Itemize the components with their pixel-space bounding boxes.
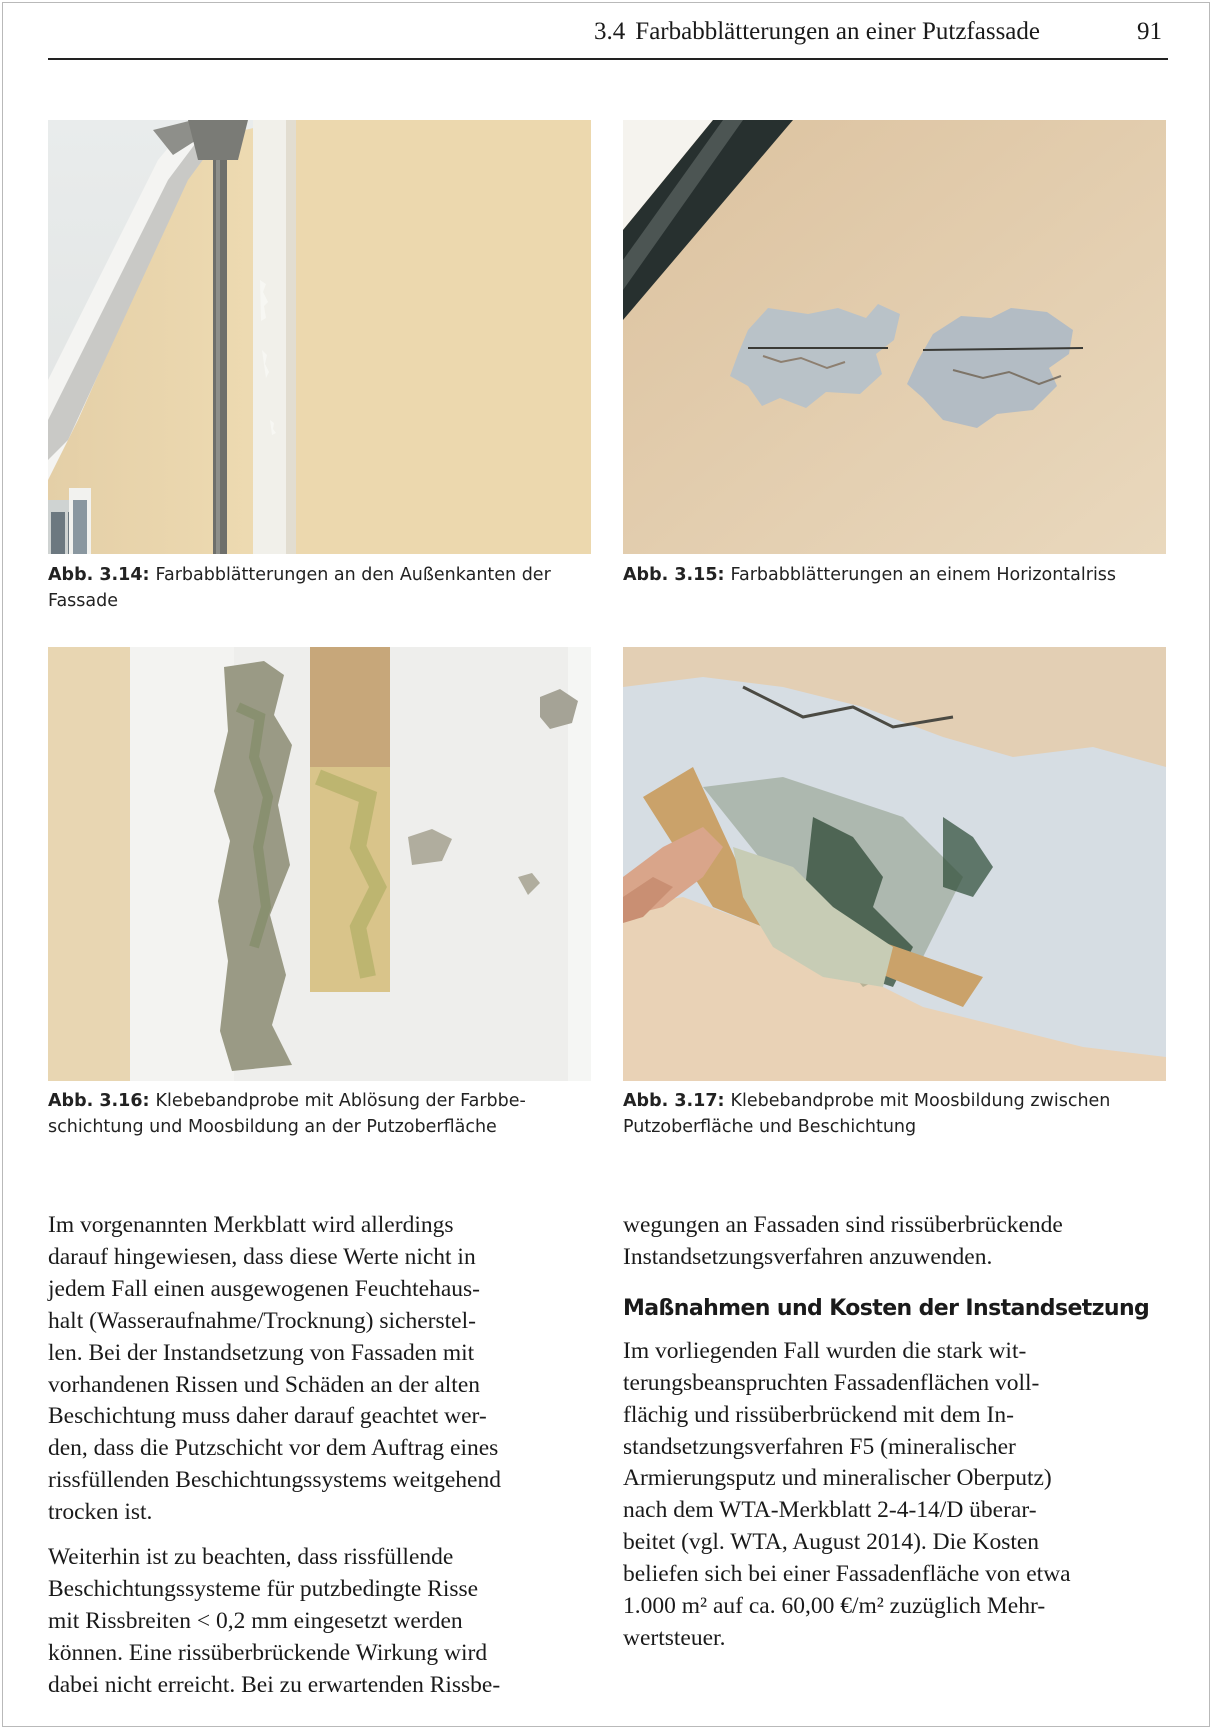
figure-label: Abb. 3.16: (48, 1091, 150, 1111)
body-paragraph (623, 1210, 1171, 1274)
caption-text: Farbabblätterungen an einem Horizontalriss (730, 565, 1117, 585)
figure-3-17-photo (623, 647, 1166, 1081)
figure-3-17-caption (623, 1088, 1168, 1140)
body-paragraph (48, 1210, 596, 1529)
text-line: terungsbeanspruchten Fassadenflächen voll- (623, 1369, 1040, 1396)
caption-text: schichtung und Moosbildung an der Putzoberfläche (48, 1117, 497, 1137)
text-line: wegungen an Fassaden sind rissüberbrückende (623, 1212, 1063, 1238)
left-text-column (48, 1210, 596, 1702)
text-line: beitet (vgl. WTA, August 2014). Die Kosten (623, 1529, 1040, 1556)
text-line: 1.000 m² auf ca. 60,00 €/m² zuzüglich Mehr- (623, 1593, 1046, 1620)
caption-text: Klebebandprobe mit Ablösung der Farbbe- (155, 1091, 526, 1111)
right-text-column (623, 1210, 1171, 1655)
text-line: Im vorliegenden Fall wurden die stark wit- (623, 1337, 1027, 1364)
caption-text: Fassade (48, 591, 119, 611)
section-heading (594, 18, 1040, 46)
text-line: vorhandenen Rissen und Schäden an der alten (48, 1371, 481, 1398)
caption-text: Putzoberfläche und Beschichtung (623, 1117, 917, 1137)
text-line: Armierungsputz und mineralischer Oberputz) (623, 1465, 1052, 1492)
caption-text: Farbabblätterungen an den Außenkanten der (155, 565, 551, 585)
figure-label: Abb. 3.17: (623, 1091, 725, 1111)
section-title: Farbabblätterungen an einer Putzfassade (635, 18, 1040, 45)
text-line: flächig und rissüberbrückend mit dem In- (623, 1401, 1014, 1428)
text-line: Weiterhin ist zu beachten, dass rissfüllende (48, 1544, 454, 1571)
text-line: können. Eine rissüberbrückende Wirkung wird (48, 1639, 488, 1666)
figure-label: Abb. 3.14: (48, 565, 150, 585)
text-line: Beschichtung muss daher darauf geachtet wer- (48, 1403, 487, 1430)
text-line: beliefen sich bei einer Fassadenfläche von etwa (623, 1561, 1071, 1588)
text-line: nach dem WTA-Merkblatt 2-4-14/D überar- (623, 1497, 1037, 1524)
text-line: dabei nicht erreicht. Bei zu erwartenden Rissbe- (48, 1671, 501, 1698)
figure-3-15-photo (623, 120, 1166, 554)
text-line: wertsteuer. (623, 1624, 726, 1651)
page-number: 91 (1137, 18, 1162, 45)
figure-3-16-photo (48, 647, 591, 1081)
text-line: halt (Wasseraufnahme/Trocknung) sicherstel- (48, 1307, 476, 1334)
text-line: jedem Fall einen ausgewogenen Feuchtehaus- (48, 1275, 480, 1302)
text-line: darauf hingewiesen, dass diese Werte nicht in (48, 1243, 476, 1270)
figure-label: Abb. 3.15: (623, 565, 725, 585)
figure-3-16-caption (48, 1088, 593, 1140)
running-header (48, 14, 1168, 60)
section-number: 3.4 (594, 18, 626, 45)
text-line: rissfüllenden Beschichtungssystems weitgehend (48, 1467, 501, 1494)
section-subheading: Maßnahmen und Kosten der Instandsetzung (623, 1295, 1150, 1321)
caption-text: Klebebandprobe mit Moosbildung zwischen (730, 1091, 1111, 1111)
figure-3-15-caption (623, 562, 1168, 588)
text-line: Beschichtungssysteme für putzbedingte Risse (48, 1575, 479, 1602)
text-line: Im vorgenannten Merkblatt wird allerdings (48, 1212, 454, 1238)
text-line: den, dass die Putzschicht vor dem Auftrag eines (48, 1435, 499, 1462)
text-line: len. Bei der Instandsetzung von Fassaden mit (48, 1339, 475, 1366)
body-paragraph (48, 1542, 596, 1702)
text-line: mit Rissbreiten < 0,2 mm eingesetzt werden (48, 1607, 463, 1634)
text-line: standsetzungsverfahren F5 (mineralischer (623, 1433, 1016, 1460)
body-paragraph (623, 1336, 1171, 1655)
figure-3-14-photo (48, 120, 591, 554)
text-line: Instandsetzungsverfahren anzuwenden. (623, 1243, 993, 1270)
figure-3-14-caption (48, 562, 593, 614)
text-line: trocken ist. (48, 1499, 153, 1526)
